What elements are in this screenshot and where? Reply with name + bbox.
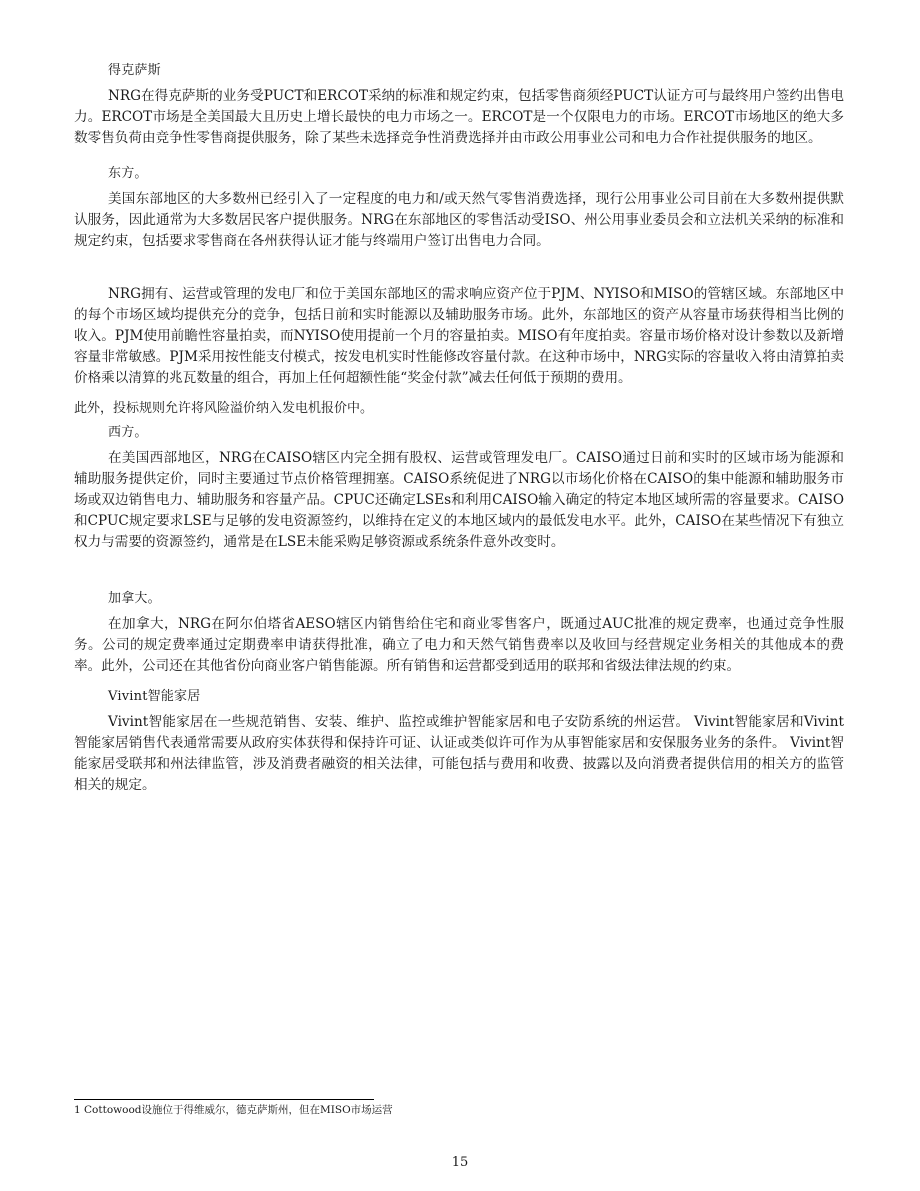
footnote-divider — [74, 1099, 374, 1100]
page-body — [74, 58, 844, 796]
paragraph-east-generation: NRG拥有、运营或管理的发电厂和位于美国东部地区的需求响应资产位于PJM、NYISO和MISO的管辖区域。东部地区中的每个市场区域均提供充分的竞争，包括日前和实时能源以及辅助服务市场。此外，东部地区的资产从容量市场获得相当比例的收入。PJM使用前瞻性容量拍卖，而NYISO使用提前一个月的容量拍卖。MISO有年度拍卖。容量市场价格对设计参数以及新增容量非常敏感。PJM采用按性能支付模式，按发电机实时性能修改容量付款。在这种市场中，NRG实际的容量收入将由清算拍卖价格乘以清算的兆瓦数量的组合，再加上任何超额性能“奖金付款”减去任何低于预期的费用。 — [74, 286, 844, 386]
section-heading-canada: 加拿大。 — [108, 591, 161, 606]
section-heading-texas: 得克萨斯 — [108, 63, 161, 78]
paragraph-west: 在美国西部地区，NRG在CAISO辖区内完全拥有股权、运营或管理发电厂。CAISO通过日前和实时的区域市场为能源和辅助服务提供定价，同时主要通过节点价格管理拥塞。CAISO系统促进了NRG以市场化价格在CAISO的集中能源和辅助服务市场或双边销售电力、辅助服务和容量产品。CPUC还确定LSEs和利用CAISO输入确定的特定本地区域所需的容量要求。CAISO和CPUC规定要求LSE与足够的发电资源签约，以维持在定义的本地区域内的最低发电水平。此外，CAISO在某些情况下有独立权力与需要的资源签约，通常是在LSE未能采购足够资源或系统条件意外改变时。 — [74, 450, 844, 550]
paragraph-east-retail: 美国东部地区的大多数州已经引入了一定程度的电力和/或天然气零售消费选择，现行公用事业公司目前在大多数州提供默认服务，因此通常为大多数居民客户提供服务。NRG在东部地区的零售活动受ISO、州公用事业委员会和立法机关采纳的标准和规定约束，包括要求零售商在各州获得认证才能与终端用户签订出售电力合同。 — [74, 191, 844, 249]
paragraph-texas: NRG在得克萨斯的业务受PUCT和ERCOT采纳的标准和规定约束，包括零售商须经PUCT认证方可与最终用户签约出售电力。ERCOT市场是全美国最大且历史上增长最快的电力市场之一。ERCOT是一个仅限电力的市场。ERCOT市场地区的绝大多数零售负荷由竞争性零售商提供服务，除了某些未选择竞争性消费选择并由市政公用事业公司和电力合作社提供服务的地区。 — [74, 88, 844, 146]
section-heading-vivint: Vivint智能家居 — [108, 689, 201, 704]
paragraph-east-bidding-note: 此外，投标规则允许将风险溢价纳入发电机报价中。 — [74, 401, 374, 416]
page-number: 15 — [451, 1155, 469, 1170]
section-heading-west: 西方。 — [108, 425, 148, 440]
paragraph-vivint: Vivint智能家居在一些规范销售、安装、维护、监控或维护智能家居和电子安防系统的州运营。 Vivint智能家居和Vivint智能家居销售代表通常需要从政府实体获得和保持许可证、认证或类似许可作为从事智能家居和安保服务业务的条件。 Vivint智能家居受联邦和州法律监管，涉及消费者融资的相关法律，可能包括与费用和收费、披露以及向消费者提供信用的相关方的监管相关的规定。 — [74, 714, 844, 793]
footnote: 1 Cottowood设施位于得维威尔，德克萨斯州，但在MISO市场运营 — [74, 1104, 393, 1116]
paragraph-canada: 在加拿大，NRG在阿尔伯塔省AESO辖区内销售给住宅和商业零售客户，既通过AUC批准的规定费率，也通过竞争性服务。公司的规定费率通过定期费率申请获得批准，确立了电力和天然气销售费率以及收回与经营规定业务相关的其他成本的费率。此外，公司还在其他省份向商业客户销售能源。所有销售和运营都受到适用的联邦和省级法律法规的约束。 — [74, 616, 844, 674]
section-heading-east: 东方。 — [108, 166, 148, 181]
